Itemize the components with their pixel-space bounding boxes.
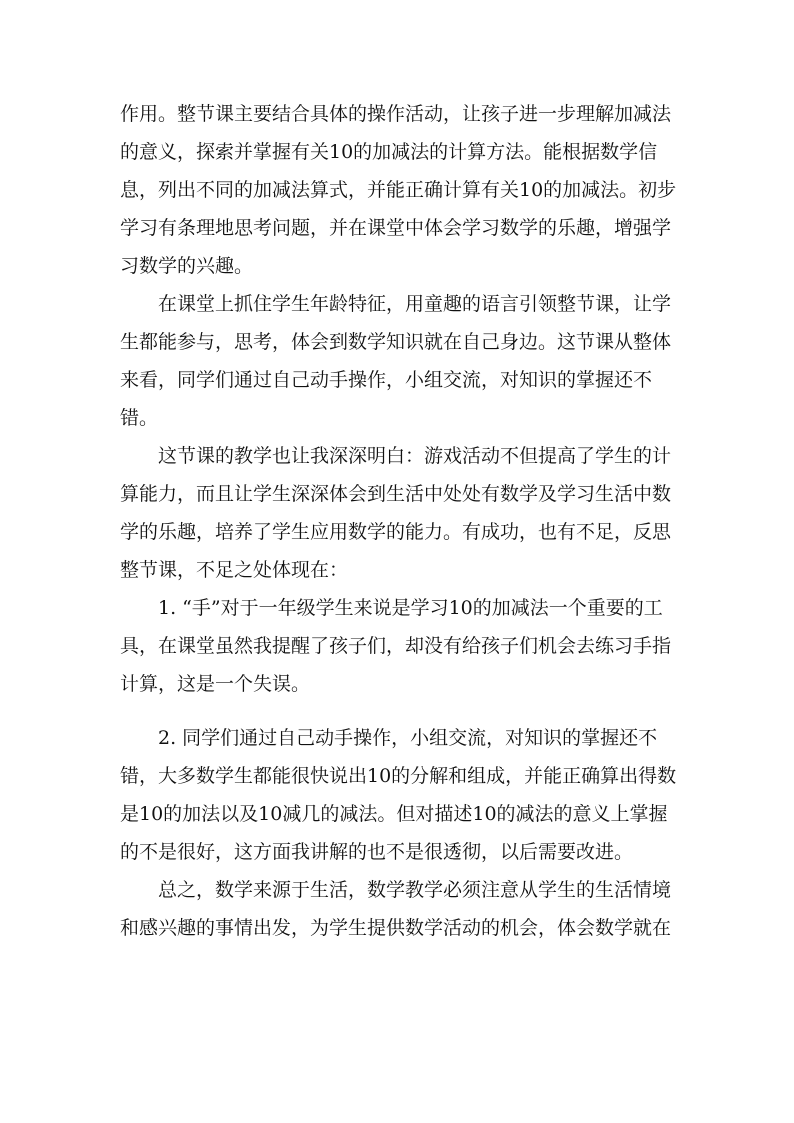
text-line: 错。 [120, 407, 159, 429]
document-body [120, 95, 680, 947]
list-item-1 [120, 589, 680, 703]
text-line: 习数学的兴趣。 [120, 255, 254, 277]
text-line: 错，大多数学生都能很快说出10的分解和组成，并能正确算出得数 [120, 765, 677, 787]
text-line: 整节课，不足之处体现在： [120, 559, 349, 581]
text-line: 作用。整节课主要结合具体的操作活动，让孩子进一步理解加减法 [120, 103, 672, 125]
text-line: 生都能参与，思考，体会到数学知识就在自己身边。这节课从整体 [120, 331, 672, 353]
text-line: 的意义，探索并掌握有关10的加减法的计算方法。能根据数学信 [120, 141, 658, 163]
paragraph-3 [120, 437, 680, 589]
text-line: 学习有条理地思考问题，并在课堂中体会学习数学的乐趣，增强学 [120, 217, 672, 239]
text-line: 具，在课堂虽然我提醒了孩子们，却没有给孩子们机会去练习手指 [120, 635, 672, 657]
text-line: 算能力，而且让学生深深体会到生活中处处有数学及学习生活中数 [120, 483, 672, 505]
text-line: 学的乐趣，培养了学生应用数学的能力。有成功，也有不足，反思 [120, 521, 672, 543]
text-line: 1. “手”对于一年级学生来说是学习10的加减法一个重要的工 [158, 597, 663, 619]
paragraph-spacer [120, 703, 680, 719]
text-line: 息，列出不同的加减法算式，并能正确计算有关10的加减法。初步 [120, 179, 677, 201]
list-item-2 [120, 719, 680, 871]
text-line: 总之，数学来源于生活，数学教学必须注意从学生的生活情境 [158, 879, 672, 901]
text-line: 和感兴趣的事情出发，为学生提供数学活动的机会，体会数学就在 [120, 917, 672, 939]
paragraph-1 [120, 95, 680, 285]
text-line: 是10的加法以及10减几的减法。但对描述10的减法的意义上掌握 [120, 803, 668, 825]
paragraph-conclusion [120, 871, 680, 947]
paragraph-2 [120, 285, 680, 437]
text-line: 来看，同学们通过自己动手操作，小组交流，对知识的掌握还不 [120, 369, 653, 391]
text-line: 这节课的教学也让我深深明白：游戏活动不但提高了学生的计 [158, 445, 672, 467]
text-line: 在课堂上抓住学生年龄特征，用童趣的语言引领整节课，让学 [158, 293, 672, 315]
text-line: 的不是很好，这方面我讲解的也不是很透彻，以后需要改进。 [120, 841, 634, 863]
text-line: 2. 同学们通过自己动手操作，小组交流，对知识的掌握还不 [158, 727, 658, 749]
text-line: 计算，这是一个失误。 [120, 673, 311, 695]
